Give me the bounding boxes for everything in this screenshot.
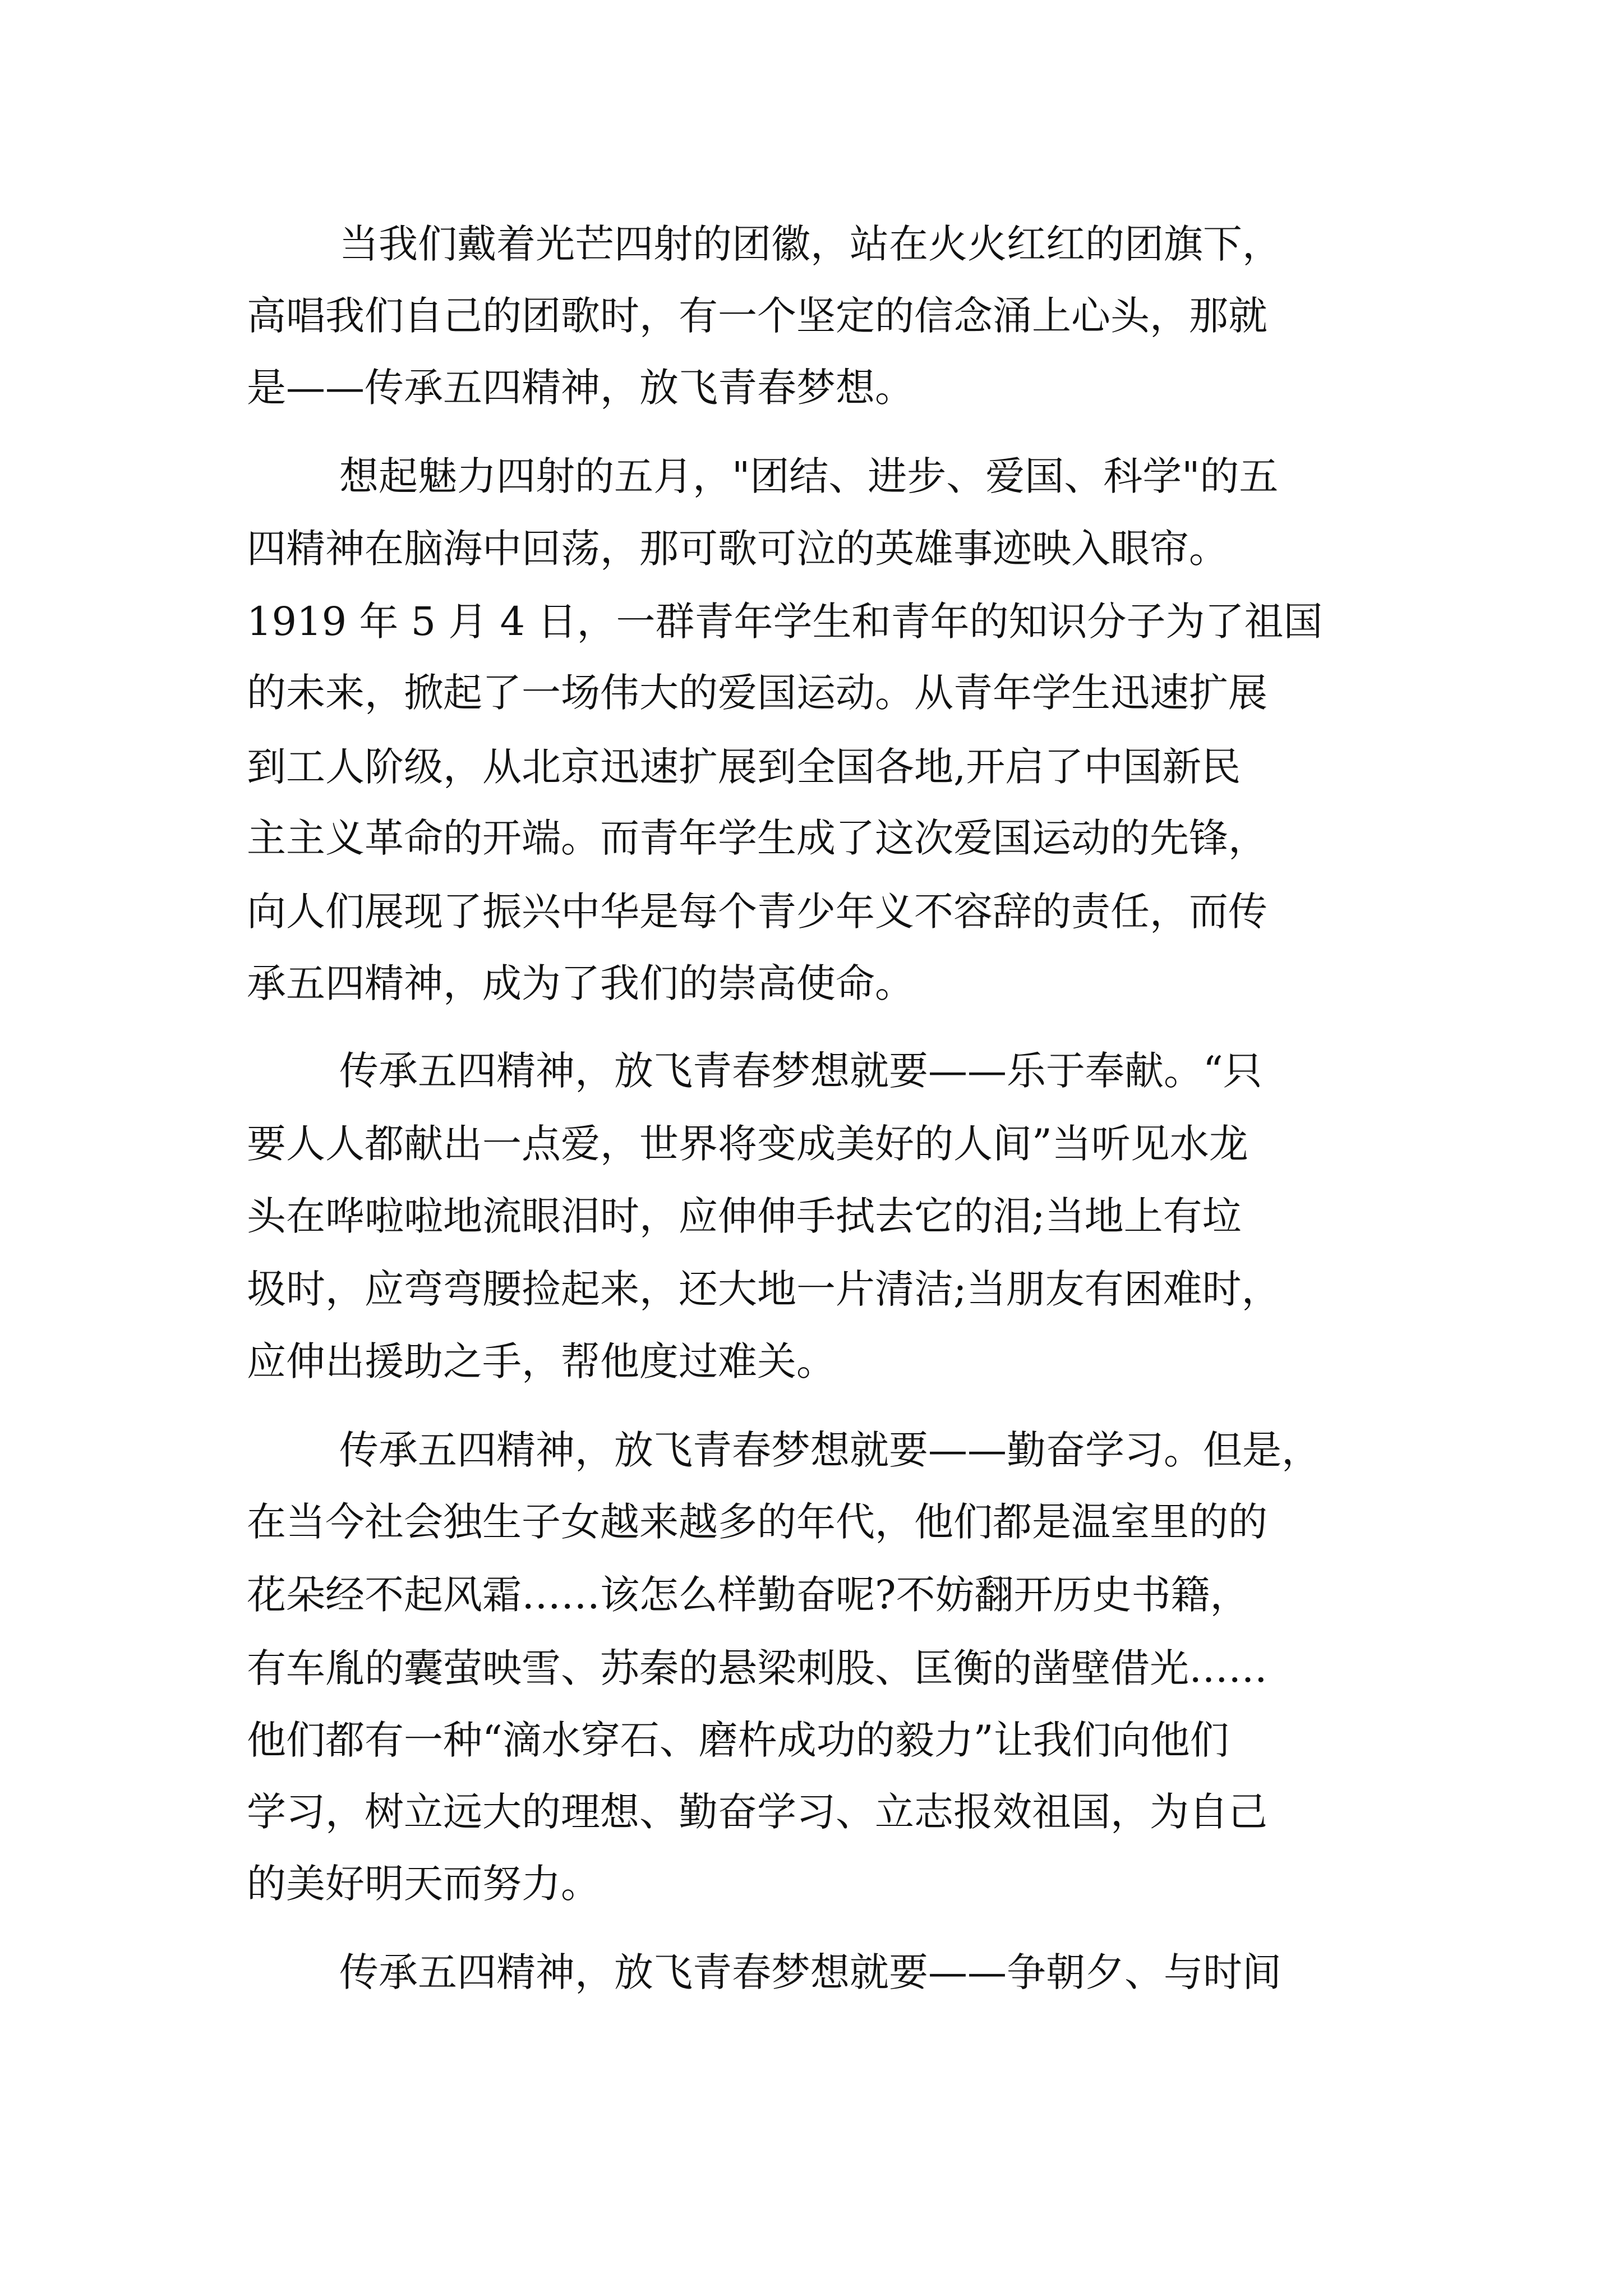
paragraph-1-line-1: 当我们戴着光芒四射的团徽，站在火火红红的团旗下，: [339, 221, 1281, 267]
paragraph-2-line-2: 四精神在脑海中回荡，那可歌可泣的英雄事迹映入眼帘。: [247, 526, 1228, 572]
paragraph-1-line-2: 高唱我们自己的团歌时，有一个坚定的信念涌上心头，那就: [247, 293, 1267, 339]
paragraph-2-line-6: 主主义革命的开端。而青年学生成了这次爱国运动的先锋，: [247, 815, 1267, 861]
paragraph-5-line-1: 传承五四精神，放飞青春梦想就要——争朝夕、与时间: [339, 1949, 1281, 1995]
paragraph-3-line-3: 头在哗啦啦地流眼泪时，应伸伸手拭去它的泪;当地上有垃: [247, 1193, 1242, 1239]
paragraph-4-line-3: 花朵经不起风霜……该怎么样勤奋呢?不妨翻开历史书籍，: [247, 1572, 1249, 1618]
paragraph-2-line-4: 的未来，掀起了一场伟大的爱国运动。从青年学生迅速扩展: [247, 670, 1267, 716]
paragraph-1-line-3: 是——传承五四精神，放飞青春梦想。: [247, 365, 914, 411]
paragraph-4-line-7: 的美好明天而努力。: [247, 1861, 600, 1907]
paragraph-2-line-7: 向人们展现了振兴中华是每个青少年义不容辞的责任，而传: [247, 889, 1267, 935]
paragraph-3-line-5: 应伸出援助之手，帮他度过难关。: [247, 1338, 836, 1384]
paragraph-3-line-1: 传承五四精神，放飞青春梦想就要——乐于奉献。“只: [339, 1048, 1262, 1094]
paragraph-4-line-6: 学习，树立远大的理想、勤奋学习、立志报效祖国，为自己: [247, 1789, 1267, 1835]
paragraph-2-line-5: 到工人阶级，从北京迅速扩展到全国各地,开启了中国新民: [247, 744, 1241, 790]
paragraph-4-line-5: 他们都有一种“滴水穿石、磨杵成功的毅力”让我们向他们: [247, 1717, 1229, 1763]
paragraph-2-line-1: 想起魅力四射的五月，"团结、进步、爱国、科学"的五: [339, 453, 1279, 499]
paragraph-3-line-4: 圾时，应弯弯腰捡起来，还大地一片清洁;当朋友有困难时，: [247, 1266, 1281, 1312]
paragraph-4-line-1: 传承五四精神，放飞青春梦想就要——勤奋学习。但是，: [339, 1427, 1321, 1473]
paragraph-4-line-4: 有车胤的囊萤映雪、苏秦的悬梁刺股、匡衡的凿壁借光……: [247, 1645, 1267, 1691]
paragraph-2-line-3: 1919 年 5 月 4 日，一群青年学生和青年的知识分子为了祖国: [247, 599, 1323, 645]
paragraph-3-line-2: 要人人都献出一点爱，世界将变成美好的人间”当听见水龙: [247, 1121, 1248, 1167]
paragraph-4-line-2: 在当今社会独生子女越来越多的年代，他们都是温室里的的: [247, 1499, 1267, 1545]
paragraph-2-line-8: 承五四精神，成为了我们的崇高使命。: [247, 960, 914, 1006]
